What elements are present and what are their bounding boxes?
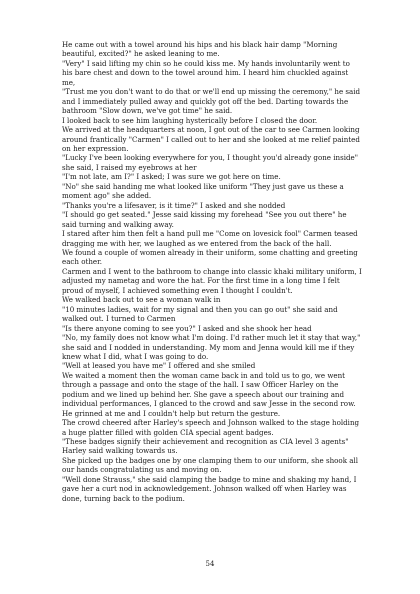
paragraph: "Well at leased you have me" I offered and she smiled <box>62 361 256 371</box>
paragraph: We found a couple of women already in their uniform, some chatting and greeting each other. <box>62 247 358 267</box>
paragraph: We waited a moment then the woman came back in and told us to go, we went through a passage and onto the stage of the hall. I saw Officer Harley on the podium and we lined up behind her. She gave a speech about our training and individual performances, I glanced to the crowd and saw Jesse in the second row. He grinned at me and I couldn't help but return the gesture. <box>62 370 356 418</box>
paragraph: "No, my family does not know what I'm doing. I'd rather much let it stay that way," she said and I nodded in understanding. My mom and Jenna would kill me if they knew what I did, what I was going to do. <box>62 333 361 361</box>
body-text <box>62 40 362 503</box>
paragraph: "No" she said handing me what looked like uniform "They just gave us these a moment ago" she added. <box>62 181 344 201</box>
paragraph: "I should go get seated." Jesse said kissing my forehead "See you out there" he said turning and walking away. <box>62 210 347 229</box>
paragraph: "Is there anyone coming to see you?" I asked and she shook her head <box>62 323 312 333</box>
paragraph: We arrived at the headquarters at noon, I got out of the car to see Carmen looking around frantically "Carmen" I called out to her and she looked at me relief painted on her expression. <box>62 125 360 153</box>
paragraph: "10 minutes ladies, wait for my signal and then you can go out" she said and walked out. I turned to Carmen <box>62 304 338 324</box>
paragraph: "I'm not late, am I?" I asked; I was sure we got here on time. <box>62 172 281 182</box>
page-number: 54 <box>205 560 215 568</box>
paragraph: I looked back to see him laughing hysterically before I closed the door. <box>62 115 318 125</box>
paragraph: He came out with a towel around his hips and his black hair damp "Morning beautiful, excited?" he asked leaning to me. <box>62 40 338 59</box>
paragraph: "Well done Strauss," she said clamping the badge to mine and shaking my hand, I gave her a curt nod in acknowledgement. Johnson walked off when Harley was done, turning back to the podium. <box>62 474 357 503</box>
paragraph: "Lucky I've been looking everywhere for you, I thought you'd already gone inside" she said, I raised my eyebrows at her <box>62 153 359 172</box>
paragraph: Carmen and I went to the bathroom to change into classic khaki military uniform, I adjusted my nametag and wore the hat. For the first time in a long time I felt proud of myself, I achieved something even I thought I couldn't. <box>62 266 362 295</box>
paragraph: "These badges signify their achievement and recognition as CIA level 3 agents" Harley said walking towards us. <box>62 437 349 456</box>
paragraph: I stared after him then felt a hand pull me "Come on lovesick fool" Carmen teased dragging me with her, we laughed as we entered from the back of the hall. <box>62 229 358 248</box>
paragraph: We walked back out to see a woman walk in <box>62 295 221 305</box>
paragraph: The crowd cheered after Harley's speech and Johnson walked to the stage holding a huge platter filled with golden CIA special agent badges. <box>62 418 360 437</box>
paragraph: "Trust me you don't want to do that or we'll end up missing the ceremony," he said and I immediately pulled away and quickly got off the bed. Darting towards the bathroom "Slow down, we've got time" he said. <box>62 87 361 116</box>
paragraph: "Very" I said lifting my chin so he could kiss me. My hands involuntarily went to his bare chest and down to the towel around him. I heard him chuckled against me, <box>62 58 350 87</box>
paragraph: "Thanks you're a lifesaver, is it time?" I asked and she nodded <box>62 200 286 210</box>
paragraph: She picked up the badges one by one clamping them to our uniform, she shook all our hands congratulating us and moving on. <box>62 455 359 475</box>
